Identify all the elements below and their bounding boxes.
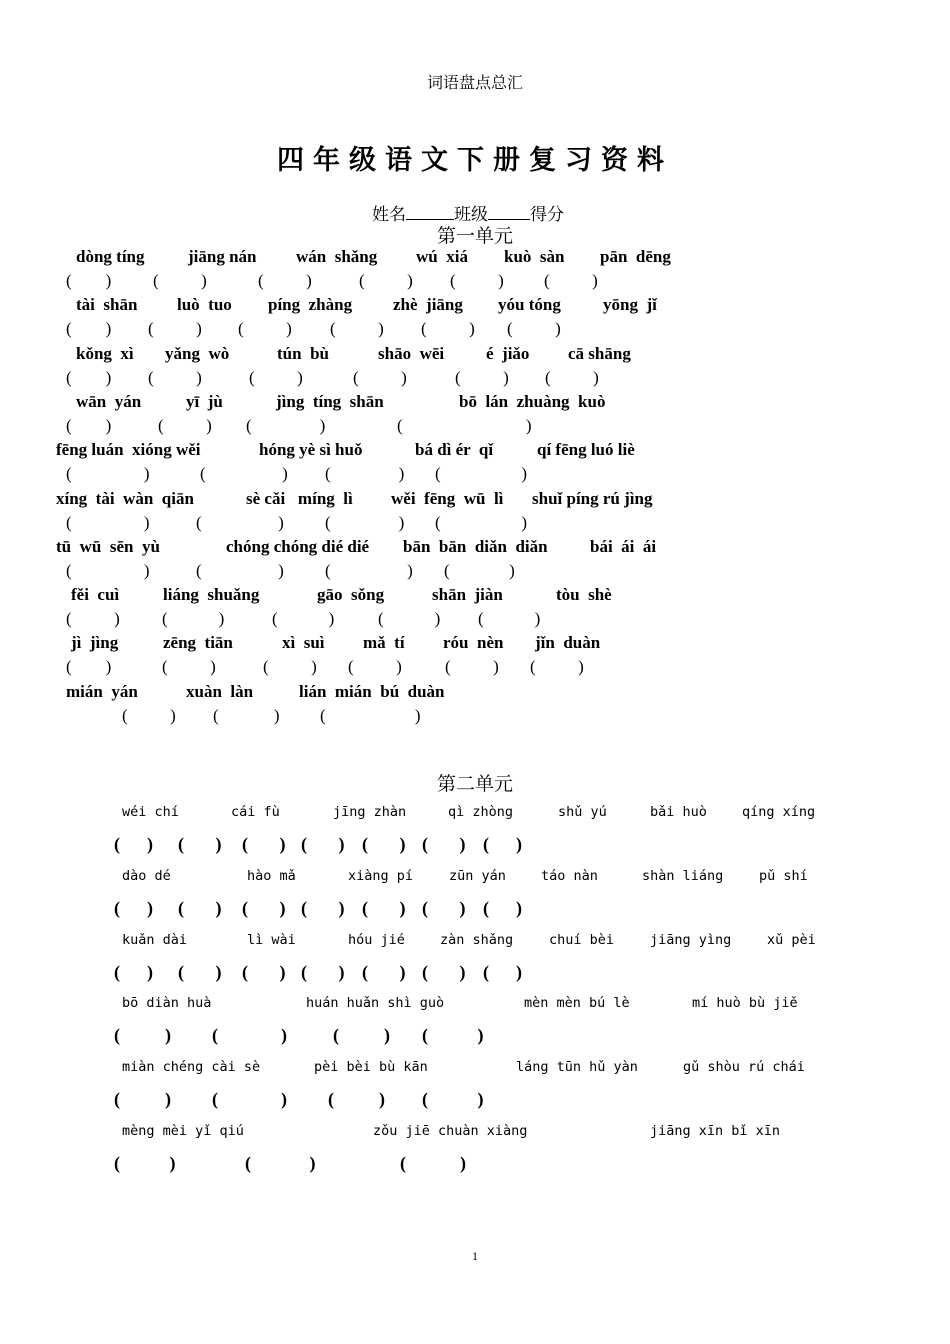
- answer-blank[interactable]: ( ): [422, 961, 466, 982]
- pinyin-word: kǒng xì: [76, 343, 134, 363]
- pinyin-word: bǎi huò: [650, 804, 707, 820]
- pinyin-word: jì jìng: [71, 633, 119, 653]
- answer-blank[interactable]: ( ): [212, 1025, 287, 1046]
- pinyin-word: cái fù: [231, 804, 280, 820]
- answer-blank[interactable]: ( ): [114, 897, 153, 918]
- unit1-heading: 第一单元: [436, 225, 513, 247]
- answer-blank[interactable]: ( ): [362, 834, 406, 854]
- answer-blank[interactable]: ( ): [258, 271, 312, 290]
- pinyin-word: wéi chí: [122, 804, 179, 820]
- pinyin-word: yǎng wò: [165, 343, 230, 363]
- pinyin-word: zūn yán: [449, 867, 506, 884]
- answer-blank[interactable]: ( ): [348, 657, 402, 677]
- answer-blank[interactable]: ( ): [114, 1025, 171, 1046]
- pinyin-word: jiāng xīn bǐ xīn: [650, 1123, 781, 1139]
- answer-blank[interactable]: ( ): [245, 1153, 316, 1173]
- pinyin-word: fěi cuì: [71, 585, 120, 605]
- answer-blank[interactable]: ( ): [158, 415, 212, 435]
- pinyin-word: jīng zhàn: [333, 804, 407, 820]
- answer-blank[interactable]: ( ): [114, 834, 153, 854]
- answer-blank[interactable]: ( ): [213, 705, 280, 725]
- pinyin-word: shuǐ píng rú jìng: [532, 488, 653, 508]
- pinyin-word: jǐn duàn: [535, 633, 601, 653]
- answer-blank[interactable]: ( ): [148, 319, 202, 339]
- pinyin-word: píng zhàng: [268, 295, 353, 315]
- pinyin-word: jiāng yìng: [650, 931, 732, 948]
- class-blank[interactable]: [488, 205, 530, 220]
- pinyin-word: bō diàn huà: [122, 995, 212, 1012]
- answer-blank[interactable]: ( ): [66, 415, 112, 435]
- answer-blank[interactable]: ( ): [148, 367, 202, 387]
- pinyin-word: kuò sàn: [504, 247, 565, 266]
- pinyin-word: wú xiá: [416, 247, 468, 266]
- pinyin-word: gǔ shòu rú chái: [683, 1059, 805, 1076]
- answer-blank[interactable]: ( ): [435, 512, 528, 532]
- pinyin-word: qíng xíng: [742, 804, 816, 820]
- pinyin-word: hóu jié: [348, 931, 405, 948]
- pinyin-word: xiàng pí: [348, 867, 414, 884]
- answer-blank[interactable]: ( ): [263, 657, 317, 677]
- pinyin-word: shàn liáng: [642, 867, 724, 884]
- answer-blank[interactable]: ( ): [246, 415, 326, 435]
- answer-blank[interactable]: ( ): [455, 367, 509, 387]
- unit2-heading: 第二单元: [436, 773, 513, 795]
- pinyin-word: é jiǎo: [486, 343, 530, 363]
- answer-blank[interactable]: ( ): [450, 271, 504, 290]
- answer-blank[interactable]: ( ): [178, 961, 222, 982]
- pinyin-word: pān dēng: [600, 247, 671, 266]
- pinyin-word: shǔ yú: [558, 804, 607, 820]
- answer-blank[interactable]: ( ): [272, 609, 335, 629]
- answer-blank[interactable]: ( ): [400, 1153, 466, 1173]
- answer-blank[interactable]: ( ): [483, 834, 522, 854]
- answer-blank[interactable]: ( ): [422, 834, 466, 854]
- pinyin-word: huán huǎn shì guò: [306, 995, 445, 1012]
- pinyin-word: mí huò bù jiě: [692, 995, 798, 1012]
- pinyin-word: dào dé: [122, 867, 171, 884]
- pinyin-word: táo nàn: [541, 867, 598, 884]
- answer-blank[interactable]: ( ): [483, 897, 522, 918]
- answer-blank[interactable]: ( ): [301, 961, 345, 982]
- answer-blank[interactable]: ( ): [325, 464, 405, 484]
- pinyin-word: yōng jǐ: [603, 295, 657, 315]
- answer-blank[interactable]: ( ): [66, 512, 150, 532]
- pinyin-word: zēng tiān: [163, 633, 233, 653]
- answer-blank[interactable]: ( ): [196, 512, 284, 532]
- pinyin-word: sè cǎi míng lì: [246, 488, 353, 508]
- answer-blank[interactable]: ( ): [362, 897, 406, 918]
- answer-blank[interactable]: ( ): [162, 609, 225, 629]
- answer-blank[interactable]: ( ): [359, 271, 413, 290]
- pinyin-word: xǔ pèi: [767, 931, 816, 948]
- answer-blank[interactable]: ( ): [422, 1089, 484, 1110]
- pinyin-word: chóng chóng dié dié: [226, 536, 370, 556]
- answer-blank[interactable]: ( ): [353, 367, 407, 387]
- answer-blank[interactable]: ( ): [178, 897, 222, 918]
- pinyin-word: tún bù: [277, 343, 329, 363]
- pinyin-word: wán shǎng: [296, 247, 378, 266]
- answer-blank[interactable]: ( ): [301, 897, 345, 918]
- pinyin-word: qì zhòng: [448, 804, 514, 820]
- pinyin-word: qí fēng luó liè: [537, 440, 635, 460]
- answer-blank[interactable]: ( ): [301, 834, 345, 854]
- answer-blank[interactable]: ( ): [483, 961, 522, 982]
- answer-blank[interactable]: ( ): [249, 367, 303, 387]
- pinyin-word: bá dì ér qǐ: [415, 440, 494, 460]
- answer-blank[interactable]: ( ): [507, 319, 561, 339]
- pinyin-word: láng tūn hǔ yàn: [516, 1059, 638, 1076]
- pinyin-word: shāo wēi: [378, 343, 445, 363]
- pinyin-word: mèng mèi yǐ qiú: [122, 1123, 244, 1139]
- answer-blank[interactable]: ( ): [242, 961, 286, 982]
- answer-blank[interactable]: ( ): [397, 415, 532, 435]
- answer-blank[interactable]: ( ): [66, 560, 150, 580]
- answer-blank[interactable]: ( ): [325, 560, 413, 580]
- pinyin-word: lì wài: [247, 931, 296, 948]
- answer-blank[interactable]: ( ): [445, 657, 499, 677]
- answer-blank[interactable]: ( ): [328, 1089, 385, 1110]
- pinyin-word: hóng yè sì huǒ: [259, 440, 363, 460]
- answer-blank[interactable]: ( ): [435, 464, 528, 484]
- pinyin-word: yī jù: [186, 391, 223, 411]
- answer-blank[interactable]: ( ): [66, 319, 112, 339]
- answer-blank[interactable]: ( ): [544, 271, 598, 290]
- answer-blank[interactable]: ( ): [378, 609, 441, 629]
- pinyin-word: gāo sǒng: [317, 585, 385, 605]
- pinyin-word: wān yán: [76, 391, 142, 411]
- pinyin-word: chuí bèi: [549, 931, 615, 948]
- answer-blank[interactable]: ( ): [330, 319, 384, 339]
- answer-blank[interactable]: ( ): [122, 705, 176, 725]
- pinyin-word: mián yán: [66, 681, 138, 701]
- answer-blank[interactable]: ( ): [114, 1153, 176, 1173]
- answer-blank[interactable]: ( ): [362, 961, 406, 982]
- answer-blank[interactable]: ( ): [325, 512, 405, 532]
- answer-blank[interactable]: ( ): [66, 609, 120, 629]
- document-title: 四年级语文下册复习资料: [277, 145, 673, 176]
- answer-blank[interactable]: ( ): [422, 1025, 484, 1046]
- pinyin-word: pǔ shí: [759, 867, 808, 884]
- answer-blank[interactable]: ( ): [530, 657, 584, 677]
- pinyin-word: fēng luán xióng wěi: [56, 440, 201, 460]
- answer-blank[interactable]: ( ): [545, 367, 599, 387]
- pinyin-word: tài shān: [76, 295, 138, 315]
- pinyin-word: xì suì: [282, 633, 325, 653]
- page-header: 词语盘点总汇: [426, 73, 523, 92]
- pinyin-word: zǒu jiē chuàn xiàng: [373, 1123, 528, 1139]
- answer-blank[interactable]: ( ): [153, 271, 207, 290]
- pinyin-word: shān jiàn: [432, 585, 503, 605]
- name-label: 姓名: [372, 205, 406, 225]
- pinyin-word: jiāng nán: [188, 247, 257, 266]
- pinyin-word: jìng tíng shān: [276, 391, 384, 411]
- answer-blank[interactable]: ( ): [320, 705, 421, 725]
- answer-blank[interactable]: ( ): [196, 560, 284, 580]
- answer-blank[interactable]: ( ): [421, 319, 475, 339]
- answer-blank[interactable]: ( ): [422, 897, 466, 918]
- answer-blank[interactable]: ( ): [242, 834, 286, 854]
- answer-blank[interactable]: ( ): [66, 657, 112, 677]
- pinyin-word: luò tuo: [177, 295, 232, 315]
- pinyin-word: mǎ tí: [363, 633, 405, 653]
- answer-blank[interactable]: ( ): [478, 609, 541, 629]
- pinyin-word: tū wū sēn yù: [56, 536, 160, 556]
- answer-blank[interactable]: ( ): [114, 1089, 171, 1110]
- pinyin-word: dòng tíng: [76, 247, 145, 266]
- pinyin-word: xíng tài wàn qiān: [56, 488, 194, 508]
- name-blank[interactable]: [406, 205, 454, 220]
- answer-blank[interactable]: ( ): [114, 961, 153, 982]
- answer-blank[interactable]: ( ): [444, 560, 515, 580]
- answer-blank[interactable]: ( ): [212, 1089, 287, 1110]
- score-label: 得分: [530, 205, 564, 225]
- answer-blank[interactable]: ( ): [242, 897, 286, 918]
- answer-blank[interactable]: ( ): [162, 657, 216, 677]
- pinyin-word: zhè jiāng: [393, 295, 463, 315]
- answer-blank[interactable]: ( ): [66, 367, 112, 387]
- answer-blank[interactable]: ( ): [333, 1025, 390, 1046]
- pinyin-word: miàn chéng cài sè: [122, 1059, 261, 1076]
- pinyin-word: bō lán zhuàng kuò: [459, 391, 606, 411]
- page-number: 1: [472, 1249, 478, 1263]
- pinyin-word: xuàn làn: [186, 681, 254, 701]
- pinyin-word: cā shāng: [568, 343, 631, 363]
- pinyin-word: wěi fēng wū lì: [391, 488, 504, 508]
- pinyin-word: bān bān diǎn diǎn: [403, 536, 548, 556]
- pinyin-word: liáng shuǎng: [163, 585, 260, 605]
- pinyin-word: lián mián bú duàn: [299, 681, 445, 701]
- pinyin-word: róu nèn: [443, 633, 504, 653]
- pinyin-word: tòu shè: [556, 585, 612, 605]
- pinyin-word: bái ái ái: [590, 536, 657, 556]
- answer-blank[interactable]: ( ): [200, 464, 288, 484]
- pinyin-word: kuǎn dài: [122, 931, 188, 948]
- pinyin-word: mèn mèn bú lè: [524, 995, 630, 1012]
- pinyin-word: hào mǎ: [247, 867, 296, 884]
- answer-blank[interactable]: ( ): [66, 464, 150, 484]
- class-label: 班级: [454, 205, 488, 225]
- pinyin-word: zàn shǎng: [440, 931, 514, 948]
- pinyin-word: yóu tóng: [498, 295, 561, 315]
- answer-blank[interactable]: ( ): [238, 319, 292, 339]
- answer-blank[interactable]: ( ): [66, 271, 112, 290]
- pinyin-word: pèi bèi bù kān: [314, 1059, 428, 1076]
- answer-blank[interactable]: ( ): [178, 834, 222, 854]
